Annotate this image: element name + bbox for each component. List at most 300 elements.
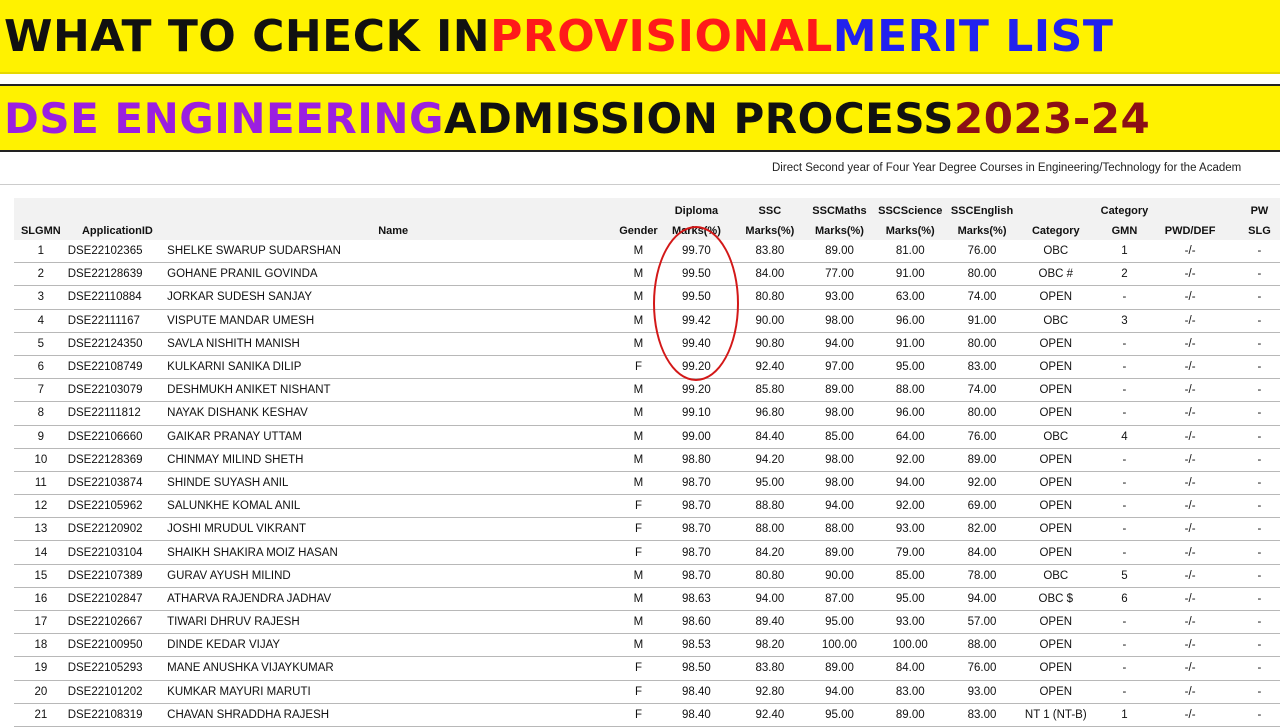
cell-ssc-marks: 88.80 xyxy=(735,495,805,518)
cell-pwd-def: -/- xyxy=(1155,402,1225,425)
subtitle-part-admission-process: ADMISSION PROCESS xyxy=(444,93,954,143)
cell-diploma-marks: 99.00 xyxy=(658,425,735,448)
header-ssc-marks xyxy=(735,198,805,240)
cell-diploma-marks: 99.50 xyxy=(658,286,735,309)
cell-category-gmn: 3 xyxy=(1094,309,1156,332)
cell-ssc-english: 84.00 xyxy=(946,541,1018,564)
cell-pw-slg: - xyxy=(1225,402,1280,425)
cell-ssc-maths: 94.00 xyxy=(805,680,875,703)
cell-diploma-marks: 98.50 xyxy=(658,657,735,680)
header-gender xyxy=(619,198,658,240)
cell-ssc-english: 69.00 xyxy=(946,495,1018,518)
header-ssc-maths-line1: SSCMaths xyxy=(812,205,867,217)
cell-pwd-def: -/- xyxy=(1155,611,1225,634)
subtitle-part-year: 2023-24 xyxy=(953,93,1151,143)
cell-category: OBC xyxy=(1018,309,1094,332)
header-pw-slg xyxy=(1225,198,1280,240)
cell-category: OBC # xyxy=(1018,263,1094,286)
cell-ssc-english: 76.00 xyxy=(946,240,1018,263)
cell-pw-slg: - xyxy=(1225,680,1280,703)
cell-slgmn: 7 xyxy=(14,379,68,402)
cell-ssc-science: 91.00 xyxy=(874,332,946,355)
cell-ssc-english: 83.00 xyxy=(946,703,1018,726)
cell-name: DINDE KEDAR VIJAY xyxy=(167,634,619,657)
cell-name: GAIKAR PRANAY UTTAM xyxy=(167,425,619,448)
cell-ssc-science: 88.00 xyxy=(874,379,946,402)
cell-slgmn: 2 xyxy=(14,263,68,286)
header-category-gmn-line1: Category xyxy=(1100,205,1149,217)
subtitle-banner xyxy=(0,84,1280,152)
cell-name: SALUNKHE KOMAL ANIL xyxy=(167,495,619,518)
cell-ssc-english: 80.00 xyxy=(946,332,1018,355)
cell-ssc-maths: 93.00 xyxy=(805,286,875,309)
cell-ssc-marks: 90.00 xyxy=(735,309,805,332)
cell-gender: M xyxy=(619,634,658,657)
table-row xyxy=(14,495,1280,518)
cell-ssc-science: 85.00 xyxy=(874,564,946,587)
cell-diploma-marks: 98.70 xyxy=(658,541,735,564)
cell-diploma-marks: 98.53 xyxy=(658,634,735,657)
cell-pwd-def: -/- xyxy=(1155,425,1225,448)
cell-category: OPEN xyxy=(1018,379,1094,402)
cell-ssc-science: 92.00 xyxy=(874,448,946,471)
header-ssc-science-line1: SSCScience xyxy=(878,205,943,217)
cell-slgmn: 6 xyxy=(14,355,68,378)
cell-slgmn: 14 xyxy=(14,541,68,564)
cell-pw-slg: - xyxy=(1225,263,1280,286)
cell-ssc-maths: 94.00 xyxy=(805,495,875,518)
cell-ssc-maths: 95.00 xyxy=(805,611,875,634)
cell-name: JORKAR SUDESH SANJAY xyxy=(167,286,619,309)
cell-diploma-marks: 98.80 xyxy=(658,448,735,471)
cell-ssc-science: 93.00 xyxy=(874,518,946,541)
cell-gender: F xyxy=(619,541,658,564)
cell-ssc-english: 88.00 xyxy=(946,634,1018,657)
cell-name: SAVLA NISHITH MANISH xyxy=(167,332,619,355)
cell-diploma-marks: 99.20 xyxy=(658,379,735,402)
cell-category: OPEN xyxy=(1018,355,1094,378)
cell-ssc-marks: 94.00 xyxy=(735,587,805,610)
cell-diploma-marks: 98.70 xyxy=(658,471,735,494)
cell-diploma-marks: 99.40 xyxy=(658,332,735,355)
table-row xyxy=(14,680,1280,703)
cell-ssc-science: 63.00 xyxy=(874,286,946,309)
cell-ssc-english: 76.00 xyxy=(946,657,1018,680)
cell-name: GOHANE PRANIL GOVINDA xyxy=(167,263,619,286)
cell-ssc-marks: 80.80 xyxy=(735,286,805,309)
cell-gender: M xyxy=(619,587,658,610)
header-ssc-maths xyxy=(805,198,875,240)
cell-gender: M xyxy=(619,471,658,494)
cell-gender: F xyxy=(619,355,658,378)
cell-ssc-science: 84.00 xyxy=(874,657,946,680)
cell-ssc-maths: 77.00 xyxy=(805,263,875,286)
table-row xyxy=(14,657,1280,680)
cell-category: OPEN xyxy=(1018,332,1094,355)
cell-category: OPEN xyxy=(1018,286,1094,309)
cell-ssc-marks: 92.40 xyxy=(735,355,805,378)
table-row xyxy=(14,448,1280,471)
header-diploma-marks-line1: Diploma xyxy=(674,205,719,217)
cell-application-id: DSE22128369 xyxy=(68,448,167,471)
table-row xyxy=(14,471,1280,494)
cell-name: SHAIKH SHAKIRA MOIZ HASAN xyxy=(167,541,619,564)
cell-category-gmn: - xyxy=(1094,657,1156,680)
cell-pw-slg: - xyxy=(1225,518,1280,541)
cell-ssc-english: 91.00 xyxy=(946,309,1018,332)
cell-name: ATHARVA RAJENDRA JADHAV xyxy=(167,587,619,610)
cell-name: GURAV AYUSH MILIND xyxy=(167,564,619,587)
cell-application-id: DSE22105293 xyxy=(68,657,167,680)
title-part-provisional: PROVISIONAL xyxy=(490,10,833,62)
header-pw-slg-line2: SLG xyxy=(1248,225,1271,237)
cell-ssc-maths: 89.00 xyxy=(805,541,875,564)
cell-diploma-marks: 99.20 xyxy=(658,355,735,378)
cell-application-id: DSE22107389 xyxy=(68,564,167,587)
cell-diploma-marks: 99.10 xyxy=(658,402,735,425)
header-category xyxy=(1018,198,1094,240)
cell-application-id: DSE22111167 xyxy=(68,309,167,332)
title-part-what-to-check: WHAT TO CHECK IN xyxy=(4,10,491,62)
cell-ssc-english: 92.00 xyxy=(946,471,1018,494)
cell-name: CHAVAN SHRADDHA RAJESH xyxy=(167,703,619,726)
cell-diploma-marks: 98.63 xyxy=(658,587,735,610)
cell-pwd-def: -/- xyxy=(1155,240,1225,263)
cell-pw-slg: - xyxy=(1225,495,1280,518)
cell-diploma-marks: 98.70 xyxy=(658,495,735,518)
cell-gender: M xyxy=(619,263,658,286)
cell-application-id: DSE22101202 xyxy=(68,680,167,703)
cell-slgmn: 16 xyxy=(14,587,68,610)
cell-slgmn: 21 xyxy=(14,703,68,726)
merit-list-table-container xyxy=(14,198,1280,727)
cell-ssc-english: 76.00 xyxy=(946,425,1018,448)
cell-ssc-marks: 95.00 xyxy=(735,471,805,494)
cell-ssc-marks: 96.80 xyxy=(735,402,805,425)
header-application-id xyxy=(68,198,167,240)
header-diploma-marks-line2: Marks(%) xyxy=(671,225,721,237)
cell-pw-slg: - xyxy=(1225,657,1280,680)
table-row xyxy=(14,286,1280,309)
cell-pw-slg: - xyxy=(1225,379,1280,402)
cell-category: OBC xyxy=(1018,240,1094,263)
table-row xyxy=(14,634,1280,657)
cell-ssc-maths: 88.00 xyxy=(805,518,875,541)
cell-pw-slg: - xyxy=(1225,355,1280,378)
header-ssc-maths-line2: Marks(%) xyxy=(815,225,864,237)
cell-category-gmn: - xyxy=(1094,448,1156,471)
table-row xyxy=(14,332,1280,355)
table-row xyxy=(14,564,1280,587)
cell-slgmn: 4 xyxy=(14,309,68,332)
cell-ssc-english: 93.00 xyxy=(946,680,1018,703)
cell-gender: M xyxy=(619,564,658,587)
cell-pwd-def: -/- xyxy=(1155,518,1225,541)
table-row xyxy=(14,263,1280,286)
header-ssc-marks-line1: SSC xyxy=(758,205,782,217)
cell-pwd-def: -/- xyxy=(1155,379,1225,402)
cell-category: OPEN xyxy=(1018,518,1094,541)
cell-pw-slg: - xyxy=(1225,471,1280,494)
cell-ssc-marks: 85.80 xyxy=(735,379,805,402)
cell-category: OPEN xyxy=(1018,495,1094,518)
cell-category: OPEN xyxy=(1018,680,1094,703)
cell-ssc-english: 74.00 xyxy=(946,286,1018,309)
cell-ssc-science: 95.00 xyxy=(874,355,946,378)
cell-pw-slg: - xyxy=(1225,309,1280,332)
cell-application-id: DSE22108319 xyxy=(68,703,167,726)
cell-ssc-maths: 98.00 xyxy=(805,471,875,494)
cell-pw-slg: - xyxy=(1225,332,1280,355)
cell-category-gmn: - xyxy=(1094,634,1156,657)
header-application-id-line2: ApplicationID xyxy=(81,225,153,237)
header-category-gmn-line2: GMN xyxy=(1111,225,1138,237)
cell-diploma-marks: 98.70 xyxy=(658,564,735,587)
cell-category: OPEN xyxy=(1018,448,1094,471)
header-slgmn xyxy=(14,198,68,240)
cell-ssc-english: 80.00 xyxy=(946,402,1018,425)
table-row xyxy=(14,240,1280,263)
header-ssc-english-line1: SSCEnglish xyxy=(950,205,1014,217)
cell-name: SHELKE SWARUP SUDARSHAN xyxy=(167,240,619,263)
cell-slgmn: 12 xyxy=(14,495,68,518)
cell-ssc-english: 80.00 xyxy=(946,263,1018,286)
title-part-merit-list: MERIT LIST xyxy=(832,10,1114,62)
cell-ssc-maths: 94.00 xyxy=(805,332,875,355)
cell-category: OBC $ xyxy=(1018,587,1094,610)
cell-gender: M xyxy=(619,402,658,425)
cell-name: CHINMAY MILIND SHETH xyxy=(167,448,619,471)
cell-category: OBC xyxy=(1018,564,1094,587)
cell-slgmn: 17 xyxy=(14,611,68,634)
cell-pw-slg: - xyxy=(1225,425,1280,448)
cell-application-id: DSE22110884 xyxy=(68,286,167,309)
cell-category-gmn: - xyxy=(1094,332,1156,355)
cell-category-gmn: 1 xyxy=(1094,240,1156,263)
cell-category: OPEN xyxy=(1018,541,1094,564)
cell-application-id: DSE22106660 xyxy=(68,425,167,448)
cell-ssc-marks: 92.80 xyxy=(735,680,805,703)
cell-slgmn: 3 xyxy=(14,286,68,309)
cell-diploma-marks: 98.40 xyxy=(658,680,735,703)
cell-name: TIWARI DHRUV RAJESH xyxy=(167,611,619,634)
merit-list-table xyxy=(14,198,1280,727)
table-row xyxy=(14,611,1280,634)
divider-line xyxy=(0,184,1280,185)
cell-ssc-science: 79.00 xyxy=(874,541,946,564)
cell-ssc-marks: 84.00 xyxy=(735,263,805,286)
cell-ssc-maths: 98.00 xyxy=(805,448,875,471)
cell-name: DESHMUKH ANIKET NISHANT xyxy=(167,379,619,402)
cell-ssc-science: 89.00 xyxy=(874,703,946,726)
cell-pwd-def: -/- xyxy=(1155,286,1225,309)
cell-category-gmn: - xyxy=(1094,518,1156,541)
cell-category-gmn: - xyxy=(1094,402,1156,425)
header-ssc-english xyxy=(946,198,1018,240)
table-row xyxy=(14,587,1280,610)
cell-ssc-maths: 98.00 xyxy=(805,402,875,425)
cell-pw-slg: - xyxy=(1225,286,1280,309)
header-ssc-science xyxy=(874,198,946,240)
cell-application-id: DSE22100950 xyxy=(68,634,167,657)
cell-ssc-marks: 83.80 xyxy=(735,657,805,680)
cell-name: JOSHI MRUDUL VIKRANT xyxy=(167,518,619,541)
subtitle-part-dse-engineering: DSE ENGINEERING xyxy=(4,93,444,143)
header-gender-line2: Gender xyxy=(619,225,658,237)
cell-category-gmn: - xyxy=(1094,471,1156,494)
cell-ssc-marks: 84.40 xyxy=(735,425,805,448)
document-subtitle: Direct Second year of Four Year Degree Courses in Engineering/Technology for the Academ xyxy=(772,162,1242,174)
cell-slgmn: 20 xyxy=(14,680,68,703)
cell-ssc-marks: 98.20 xyxy=(735,634,805,657)
header-pwd-def-line2: PWD/DEF xyxy=(1164,225,1216,237)
cell-name: KULKARNI SANIKA DILIP xyxy=(167,355,619,378)
table-row xyxy=(14,379,1280,402)
cell-ssc-maths: 97.00 xyxy=(805,355,875,378)
cell-gender: M xyxy=(619,425,658,448)
cell-application-id: DSE22102365 xyxy=(68,240,167,263)
header-pw-slg-line1: PW xyxy=(1250,205,1269,217)
cell-application-id: DSE22103079 xyxy=(68,379,167,402)
cell-ssc-science: 91.00 xyxy=(874,263,946,286)
cell-ssc-maths: 89.00 xyxy=(805,657,875,680)
header-ssc-marks-line2: Marks(%) xyxy=(745,225,795,237)
cell-ssc-maths: 90.00 xyxy=(805,564,875,587)
cell-application-id: DSE22128639 xyxy=(68,263,167,286)
cell-pwd-def: -/- xyxy=(1155,495,1225,518)
cell-ssc-science: 92.00 xyxy=(874,495,946,518)
cell-pwd-def: -/- xyxy=(1155,309,1225,332)
cell-category-gmn: - xyxy=(1094,495,1156,518)
cell-pwd-def: -/- xyxy=(1155,587,1225,610)
cell-gender: M xyxy=(619,309,658,332)
cell-ssc-maths: 95.00 xyxy=(805,703,875,726)
cell-ssc-maths: 89.00 xyxy=(805,379,875,402)
cell-slgmn: 11 xyxy=(14,471,68,494)
cell-slgmn: 5 xyxy=(14,332,68,355)
table-row xyxy=(14,703,1280,726)
cell-application-id: DSE22102667 xyxy=(68,611,167,634)
cell-ssc-english: 57.00 xyxy=(946,611,1018,634)
cell-category-gmn: 4 xyxy=(1094,425,1156,448)
cell-ssc-science: 100.00 xyxy=(874,634,946,657)
cell-category: OPEN xyxy=(1018,634,1094,657)
cell-ssc-marks: 90.80 xyxy=(735,332,805,355)
cell-name: MANE ANUSHKA VIJAYKUMAR xyxy=(167,657,619,680)
cell-application-id: DSE22105962 xyxy=(68,495,167,518)
cell-pw-slg: - xyxy=(1225,611,1280,634)
header-name xyxy=(167,198,619,240)
cell-pwd-def: -/- xyxy=(1155,332,1225,355)
table-row xyxy=(14,541,1280,564)
cell-ssc-science: 81.00 xyxy=(874,240,946,263)
cell-category-gmn: - xyxy=(1094,611,1156,634)
cell-category: NT 1 (NT-B) xyxy=(1018,703,1094,726)
header-slgmn-line2: SLGMN xyxy=(20,225,61,237)
cell-ssc-marks: 80.80 xyxy=(735,564,805,587)
cell-application-id: DSE22103874 xyxy=(68,471,167,494)
cell-diploma-marks: 98.40 xyxy=(658,703,735,726)
cell-category-gmn: - xyxy=(1094,541,1156,564)
cell-diploma-marks: 98.60 xyxy=(658,611,735,634)
cell-ssc-science: 96.00 xyxy=(874,309,946,332)
cell-application-id: DSE22103104 xyxy=(68,541,167,564)
cell-ssc-marks: 92.40 xyxy=(735,703,805,726)
cell-gender: M xyxy=(619,379,658,402)
cell-ssc-english: 78.00 xyxy=(946,564,1018,587)
cell-category-gmn: 5 xyxy=(1094,564,1156,587)
header-diploma-marks xyxy=(658,198,735,240)
cell-pw-slg: - xyxy=(1225,587,1280,610)
cell-pwd-def: -/- xyxy=(1155,263,1225,286)
cell-slgmn: 18 xyxy=(14,634,68,657)
cell-category-gmn: - xyxy=(1094,680,1156,703)
cell-pw-slg: - xyxy=(1225,634,1280,657)
cell-gender: M xyxy=(619,286,658,309)
cell-gender: M xyxy=(619,240,658,263)
cell-pw-slg: - xyxy=(1225,240,1280,263)
cell-category-gmn: - xyxy=(1094,379,1156,402)
cell-pwd-def: -/- xyxy=(1155,680,1225,703)
cell-pwd-def: -/- xyxy=(1155,471,1225,494)
cell-ssc-science: 64.00 xyxy=(874,425,946,448)
cell-diploma-marks: 99.42 xyxy=(658,309,735,332)
cell-ssc-english: 83.00 xyxy=(946,355,1018,378)
cell-ssc-english: 74.00 xyxy=(946,379,1018,402)
header-category-line2: Category xyxy=(1031,225,1080,237)
header-name-line2: Name xyxy=(378,225,409,237)
cell-ssc-marks: 84.20 xyxy=(735,541,805,564)
cell-gender: F xyxy=(619,703,658,726)
cell-application-id: DSE22102847 xyxy=(68,587,167,610)
cell-name: KUMKAR MAYURI MARUTI xyxy=(167,680,619,703)
cell-category: OPEN xyxy=(1018,611,1094,634)
table-row xyxy=(14,425,1280,448)
cell-slgmn: 19 xyxy=(14,657,68,680)
cell-ssc-maths: 89.00 xyxy=(805,240,875,263)
cell-pwd-def: -/- xyxy=(1155,703,1225,726)
cell-gender: F xyxy=(619,680,658,703)
cell-gender: M xyxy=(619,448,658,471)
cell-application-id: DSE22111812 xyxy=(68,402,167,425)
cell-ssc-science: 95.00 xyxy=(874,587,946,610)
cell-slgmn: 10 xyxy=(14,448,68,471)
cell-category-gmn: - xyxy=(1094,355,1156,378)
header-ssc-science-line2: Marks(%) xyxy=(885,225,935,237)
cell-application-id: DSE22120902 xyxy=(68,518,167,541)
cell-ssc-science: 96.00 xyxy=(874,402,946,425)
cell-slgmn: 1 xyxy=(14,240,68,263)
cell-ssc-maths: 100.00 xyxy=(805,634,875,657)
cell-diploma-marks: 99.50 xyxy=(658,263,735,286)
cell-ssc-english: 94.00 xyxy=(946,587,1018,610)
cell-gender: F xyxy=(619,657,658,680)
cell-slgmn: 8 xyxy=(14,402,68,425)
cell-name: SHINDE SUYASH ANIL xyxy=(167,471,619,494)
cell-category: OBC xyxy=(1018,425,1094,448)
header-category-gmn xyxy=(1094,198,1156,240)
cell-name: VISPUTE MANDAR UMESH xyxy=(167,309,619,332)
cell-ssc-english: 82.00 xyxy=(946,518,1018,541)
cell-category-gmn: - xyxy=(1094,286,1156,309)
cell-pwd-def: -/- xyxy=(1155,564,1225,587)
header-pwd-def xyxy=(1155,198,1225,240)
cell-category-gmn: 2 xyxy=(1094,263,1156,286)
cell-pwd-def: -/- xyxy=(1155,541,1225,564)
cell-pwd-def: -/- xyxy=(1155,355,1225,378)
cell-category: OPEN xyxy=(1018,471,1094,494)
cell-ssc-science: 93.00 xyxy=(874,611,946,634)
